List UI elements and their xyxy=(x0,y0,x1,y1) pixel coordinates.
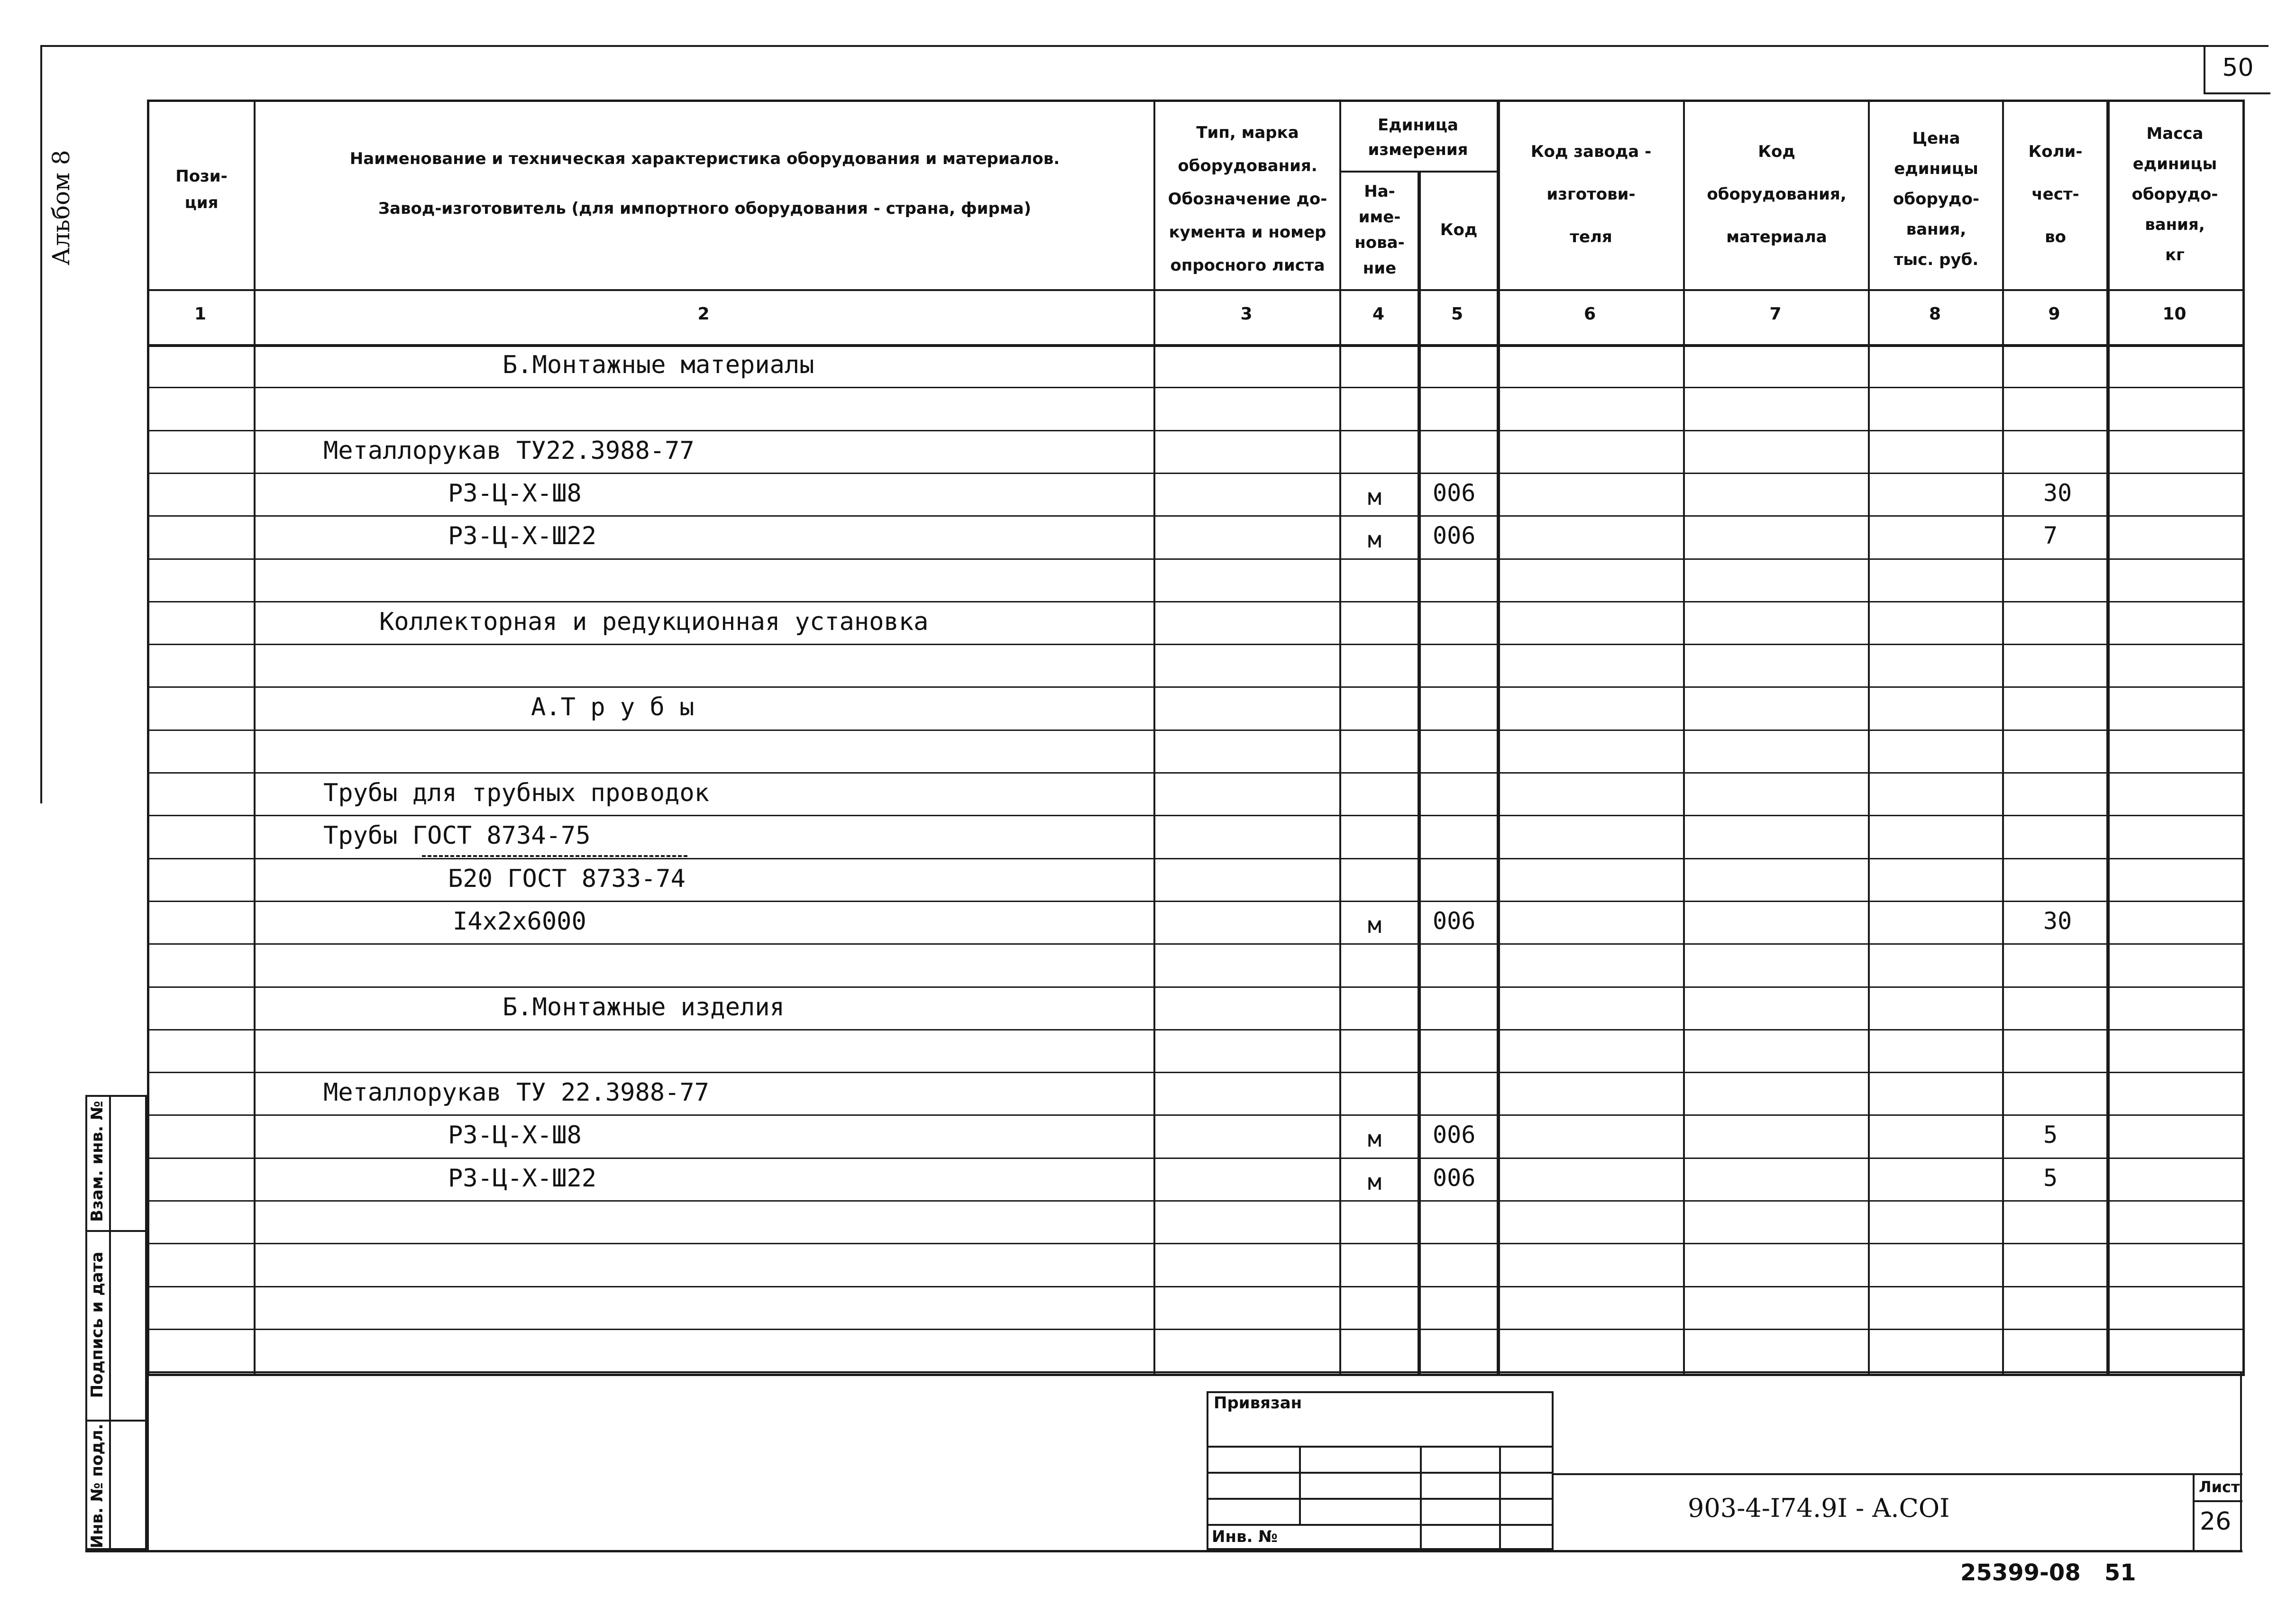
stamp-line-a xyxy=(1207,1446,1554,1448)
header-position: Пози- ция xyxy=(175,167,228,212)
column-number: 3 xyxy=(1240,304,1253,324)
frame-bottom xyxy=(85,1550,2242,1552)
unit-group-line xyxy=(1339,171,1497,173)
row-divider xyxy=(147,815,2242,816)
row-unit: м xyxy=(1368,1168,1381,1195)
column-number: 8 xyxy=(1929,304,1941,324)
row-quantity: 5 xyxy=(2043,1121,2058,1149)
row-divider xyxy=(147,729,2242,731)
stamp-attached-label: Привязан xyxy=(1214,1394,1302,1413)
row-quantity: 30 xyxy=(2043,907,2072,935)
row-name: РЗ-Ц-Х-Ш8 xyxy=(448,1121,582,1150)
row-code: 006 xyxy=(1433,522,1476,550)
row-code: 006 xyxy=(1433,1121,1476,1149)
row-divider xyxy=(147,901,2242,902)
row-unit: м xyxy=(1368,483,1381,511)
page-number-box xyxy=(2204,45,2270,94)
stamp-vline-c xyxy=(1499,1446,1501,1550)
row-divider xyxy=(147,1158,2242,1159)
row-name: Металлорукав ТУ22.3988-77 xyxy=(323,436,695,465)
row-name: РЗ-Ц-Х-Ш22 xyxy=(448,522,597,551)
row-divider xyxy=(147,858,2242,859)
column-number: 5 xyxy=(1451,304,1464,324)
row-name: Б.Монтажные материалы xyxy=(503,351,814,379)
sheet-line xyxy=(2193,1500,2242,1502)
row-quantity: 5 xyxy=(2043,1164,2058,1192)
sheet-label: Лист xyxy=(2199,1478,2240,1496)
row-unit: м xyxy=(1368,1126,1381,1153)
stamp-line-d xyxy=(1207,1524,1554,1526)
row-divider xyxy=(147,387,2242,388)
row-unit: м xyxy=(1368,912,1381,939)
row-divider xyxy=(147,430,2242,431)
row-code: 006 xyxy=(1433,907,1476,935)
column-number: 6 xyxy=(1583,304,1596,324)
header-price: Цена единицы оборудо- вания, тыс. руб. xyxy=(1893,129,1979,269)
row-name: А.Т р у б ы xyxy=(531,693,695,722)
album-label: Альбом 8 xyxy=(47,150,75,265)
column-numbers-bottom-line xyxy=(147,344,2242,347)
header-equipment-code: Код оборудования, материала xyxy=(1707,142,1847,246)
frame-right-lower xyxy=(2240,1371,2242,1550)
row-divider xyxy=(147,986,2242,988)
stamp-doc-line xyxy=(1554,1473,2242,1475)
column-number: 7 xyxy=(1769,304,1782,324)
stamp-inv-label: Инв. № xyxy=(1212,1527,1278,1546)
row-name: Трубы ГОСТ 8734-75 xyxy=(323,821,591,850)
column-number: 4 xyxy=(1372,304,1385,324)
side-sign-date: Подпись и дата xyxy=(88,1251,107,1398)
row-divider xyxy=(147,1243,2242,1244)
row-code: 006 xyxy=(1433,479,1476,507)
row-code: 006 xyxy=(1433,1164,1476,1192)
document-code: 903-4-I74.9I - A.COI xyxy=(1688,1493,1950,1523)
header-unit-code: Код xyxy=(1440,220,1478,239)
row-name: Трубы для трубных проводок xyxy=(323,779,709,807)
header-bottom-line xyxy=(147,289,2242,291)
row-divider xyxy=(147,1029,2242,1030)
row-divider xyxy=(147,644,2242,645)
side-replace-inv: Взам. инв. № xyxy=(88,1101,107,1222)
header-unit-group: Единица измерения xyxy=(1368,116,1468,159)
row-name: Металлорукав ТУ 22.3988-77 xyxy=(323,1078,709,1107)
page-number: 50 xyxy=(2222,54,2254,82)
column-number: 1 xyxy=(194,304,207,324)
column-number: 10 xyxy=(2162,304,2186,324)
sheet-number: 26 xyxy=(2200,1507,2232,1536)
row-divider xyxy=(147,686,2242,688)
row-divider xyxy=(147,601,2242,602)
row-name: Коллекторная и редукционная установка xyxy=(379,607,929,636)
side-inv-orig: Инв. № подл. xyxy=(88,1423,107,1549)
stamp-top-line xyxy=(147,1371,2242,1373)
stamp-vline-b xyxy=(1420,1446,1422,1550)
header-unit-name: На- име- нова- ние xyxy=(1354,182,1405,278)
row-quantity: 7 xyxy=(2043,522,2058,550)
column-number: 9 xyxy=(2048,304,2060,324)
row-divider xyxy=(147,1200,2242,1202)
stamp-left-line xyxy=(147,1371,149,1550)
stamp-line-b xyxy=(1207,1472,1554,1474)
row-divider xyxy=(147,515,2242,517)
row-quantity: 30 xyxy=(2043,479,2072,507)
side-stamp-divider xyxy=(109,1095,111,1550)
row-divider xyxy=(147,1329,2242,1330)
stamp-attached-box xyxy=(1207,1391,1554,1550)
row-name: РЗ-Ц-Х-Ш22 xyxy=(448,1164,597,1193)
header-type: Тип, марка оборудования. Обозначение до- кумента и номер опросного листа xyxy=(1168,123,1327,275)
header-name-line1: Наименование и техническая характеристика оборудования и материалов. xyxy=(349,149,1060,168)
column-number: 2 xyxy=(697,304,710,324)
header-mass: Масса единицы оборудо- вания, кг xyxy=(2131,124,2218,264)
stamp-line-c xyxy=(1207,1498,1554,1500)
row-divider xyxy=(147,1114,2242,1116)
row-name: РЗ-Ц-Х-Ш8 xyxy=(448,479,582,508)
header-name-line2: Завод-изготовитель (для импортного оборудования - страна, фирма) xyxy=(378,199,1032,218)
row-name: Б.Монтажные изделия xyxy=(503,993,785,1021)
row-name: I4x2x6000 xyxy=(453,907,586,936)
frame-left xyxy=(40,45,42,803)
dashed-underline xyxy=(422,855,687,857)
row-divider xyxy=(147,473,2242,474)
row-divider xyxy=(147,943,2242,945)
stamp-vline-a xyxy=(1299,1446,1301,1524)
header-quantity: Коли- чест- во xyxy=(2028,142,2083,246)
bottom-note: 25399-08 51 xyxy=(1960,1559,2136,1586)
row-divider xyxy=(147,772,2242,774)
row-unit: м xyxy=(1368,527,1381,554)
header-factory-code: Код завода - изготови- теля xyxy=(1530,142,1652,246)
row-divider xyxy=(147,1072,2242,1073)
row-divider xyxy=(147,558,2242,560)
row-name: Б20 ГОСТ 8733-74 xyxy=(448,864,686,893)
frame-top xyxy=(40,45,2269,47)
row-divider xyxy=(147,1286,2242,1287)
